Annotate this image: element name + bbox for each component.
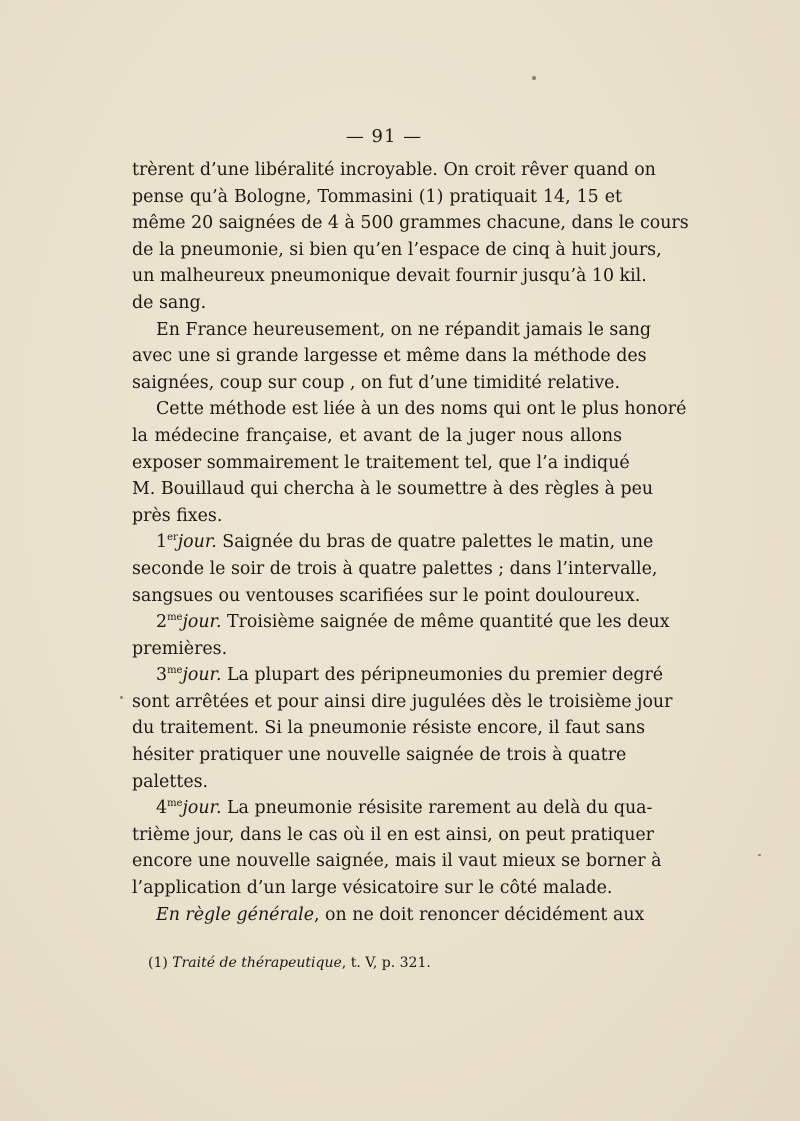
text-line: sont arrêtées et pour ainsi dire jugulées dès le troisième jour: [132, 691, 673, 712]
text-line: palettes.: [132, 771, 209, 792]
day-4-line: [132, 795, 653, 822]
text-line: pense qu’à Bologne, Tommasini (1) pratiquait 14, 15 et: [132, 186, 622, 207]
text-line: la médecine française, et avant de la juger nous allons: [132, 425, 622, 446]
text-line: trèrent d’une libéralité incroyable. On croit rêver quand on: [132, 160, 656, 180]
text-line: [132, 902, 645, 929]
day-number: 3: [156, 665, 168, 686]
day-ordinal-suffix: me: [167, 798, 183, 810]
italic-phrase: En règle générale: [156, 904, 314, 925]
day-3-line: [132, 662, 664, 689]
text-line: de la pneumonie, si bien qu’en l’espace de cinq à huit jours,: [132, 239, 662, 260]
day-text: La plupart des péripneumonies du premier degré: [221, 665, 664, 686]
day-ordinal-suffix: me: [167, 665, 183, 677]
day-1-line: [132, 529, 654, 556]
day-label: jour.: [177, 532, 217, 553]
day-text: Saignée du bras de quatre palettes le matin, une: [216, 532, 654, 553]
day-label: jour.: [182, 612, 222, 633]
text-line: saignées, coup sur coup , on fut d’une timidité relative.: [132, 372, 620, 393]
text-line: avec une si grande largesse et même dans la méthode des: [132, 346, 647, 367]
paper-speck: [120, 696, 123, 699]
paper-speck: [532, 76, 536, 80]
footnote-title: Traité de thérapeutique: [172, 955, 342, 971]
body-text: [132, 157, 689, 928]
day-text: La pneumonie résisite rarement au delà du qua-: [221, 798, 653, 819]
text-line: même 20 saignées de 4 à 500 grammes chacune, dans le cours: [132, 213, 689, 234]
day-label: jour.: [182, 798, 222, 819]
text-line: l’application d’un large vésicatoire sur le côté malade.: [132, 878, 613, 899]
text-line: près fixes.: [132, 505, 223, 526]
day-2-line: [132, 609, 670, 636]
text-line: premières.: [132, 638, 228, 659]
footnote-marker: (1): [148, 955, 173, 971]
text-line: encore une nouvelle saignée, mais il vaut mieux se borner à: [132, 851, 662, 872]
text-line: exposer sommairement le traitement tel, que l’a indiqué: [132, 452, 630, 473]
text-line: sangsues ou ventouses scarifiées sur le point douloureux.: [132, 585, 641, 606]
day-label: jour.: [182, 665, 222, 686]
text-line: trième jour, dans le cas où il en est ainsi, on peut pratiquer: [132, 824, 654, 845]
day-number: 4: [156, 798, 168, 819]
day-ordinal-suffix: me: [167, 612, 183, 624]
page-number: — 91 —: [345, 126, 423, 147]
text-line: du traitement. Si la pneumonie résiste encore, il faut sans: [132, 718, 646, 739]
text-line: Cette méthode est liée à un des noms qui ont le plus honoré: [156, 399, 687, 420]
text-line: de sang.: [132, 292, 207, 313]
footnote-reference: , t. V, p. 321.: [341, 955, 431, 971]
paper-speck: [758, 854, 761, 856]
text-line: hésiter pratiquer une nouvelle saignée de trois à quatre: [132, 745, 627, 766]
day-ordinal-suffix: er: [167, 532, 178, 544]
text-line: seconde le soir de trois à quatre palettes ; dans l’intervalle,: [132, 558, 658, 579]
text-line: En France heureusement, on ne répandit jamais le sang: [156, 319, 652, 340]
day-text: Troisième saignée de même quantité que les deux: [221, 612, 670, 633]
text-fragment: , on ne doit renoncer décidément aux: [314, 904, 645, 925]
text-line: M. Bouillaud qui chercha à le soumettre à des règles à peu: [132, 479, 654, 500]
footnote: [148, 955, 431, 971]
text-line: un malheureux pneumonique devait fournir jusqu’à 10 kil.: [132, 266, 647, 287]
day-number: 2: [156, 612, 168, 633]
day-number: 1: [156, 532, 168, 553]
